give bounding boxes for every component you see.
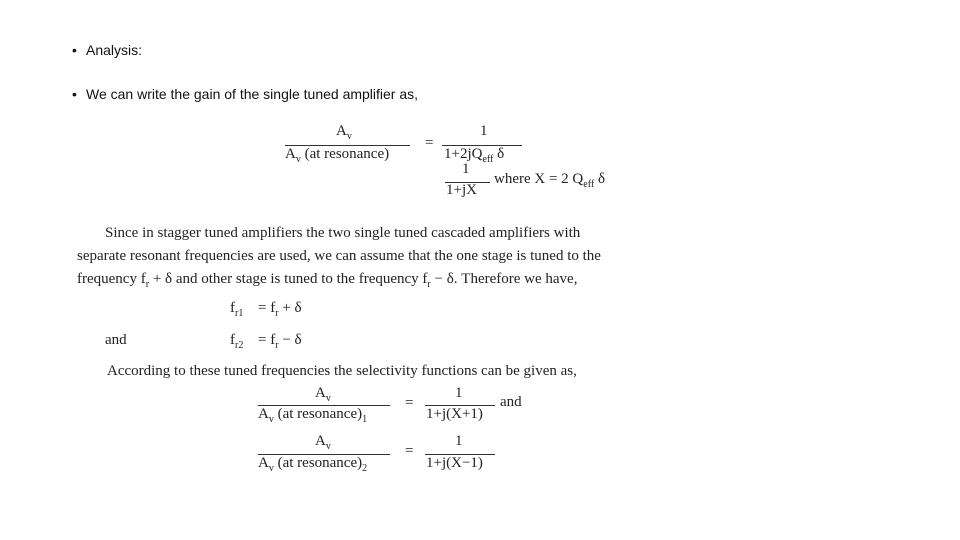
eq3-and: and [500,394,522,410]
para1-line2: separate resonant frequencies are used, we can assume that the one stage is tuned to the [77,248,601,264]
eq4-denominator-right: 1+j(X−1) [426,455,483,471]
bullet-analysis [72,42,142,58]
eq4-numerator-right: 1 [455,433,463,449]
eq4-equals: = [405,443,414,459]
para1-line1: Since in stagger tuned amplifiers the two single tuned cascaded amplifiers with [105,225,581,241]
bullet-text: Analysis: [86,42,143,58]
bullet-dot: • [72,86,77,102]
eq2-denominator: 1+jX [446,182,477,198]
eq4-numerator-left: $A_v$ [315,433,331,452]
scanned-equations-image [70,115,750,480]
fr1-rhs: = $f_r + \delta$ [258,300,302,319]
eq1-denominator-left: $A_v$ (at resonance) [285,146,390,165]
para2: According to these tuned frequencies the selectivity functions can be given as, [107,363,577,379]
bullet-text: We can write the gain of the single tuned amplifier as, [86,86,419,102]
bullet-gain [72,86,418,102]
eq2-numerator: 1 [462,161,470,177]
eq4-denominator-left: $A_v$ (at $resonance)_2$ [258,455,368,474]
bullet-dot: • [72,42,77,58]
eq3-denominator-left: $A_v$ (at $resonance)_1$ [258,406,368,425]
eq1-numerator-right: 1 [480,123,488,139]
eq3-numerator-right: 1 [455,385,463,401]
eq3-denominator-right: 1+j(X+1) [426,406,483,422]
fr2-lhs: $f_{r2}$ [230,332,244,351]
eq3-equals: = [405,395,414,411]
eq3-numerator-left: $A_v$ [315,385,331,404]
eq1-numerator-left: $A_v$ [336,123,352,142]
fr2-rhs: = $f_r - \delta$ [258,332,302,351]
eq1-denominator-right: $1+2jQ_{eff}$ δ [444,146,505,165]
and-label: and [105,332,127,348]
eq1-equals: = [425,135,434,151]
eq2-where-clause: where X = 2 $Q_{eff}$ δ [494,171,606,190]
para1-line3: frequency $f_r + \delta$ and other stage is tuned to the frequency $f_r - \delta$. Therefore we have, [77,271,578,290]
fr1-lhs: $f_{r1}$ [230,300,244,319]
